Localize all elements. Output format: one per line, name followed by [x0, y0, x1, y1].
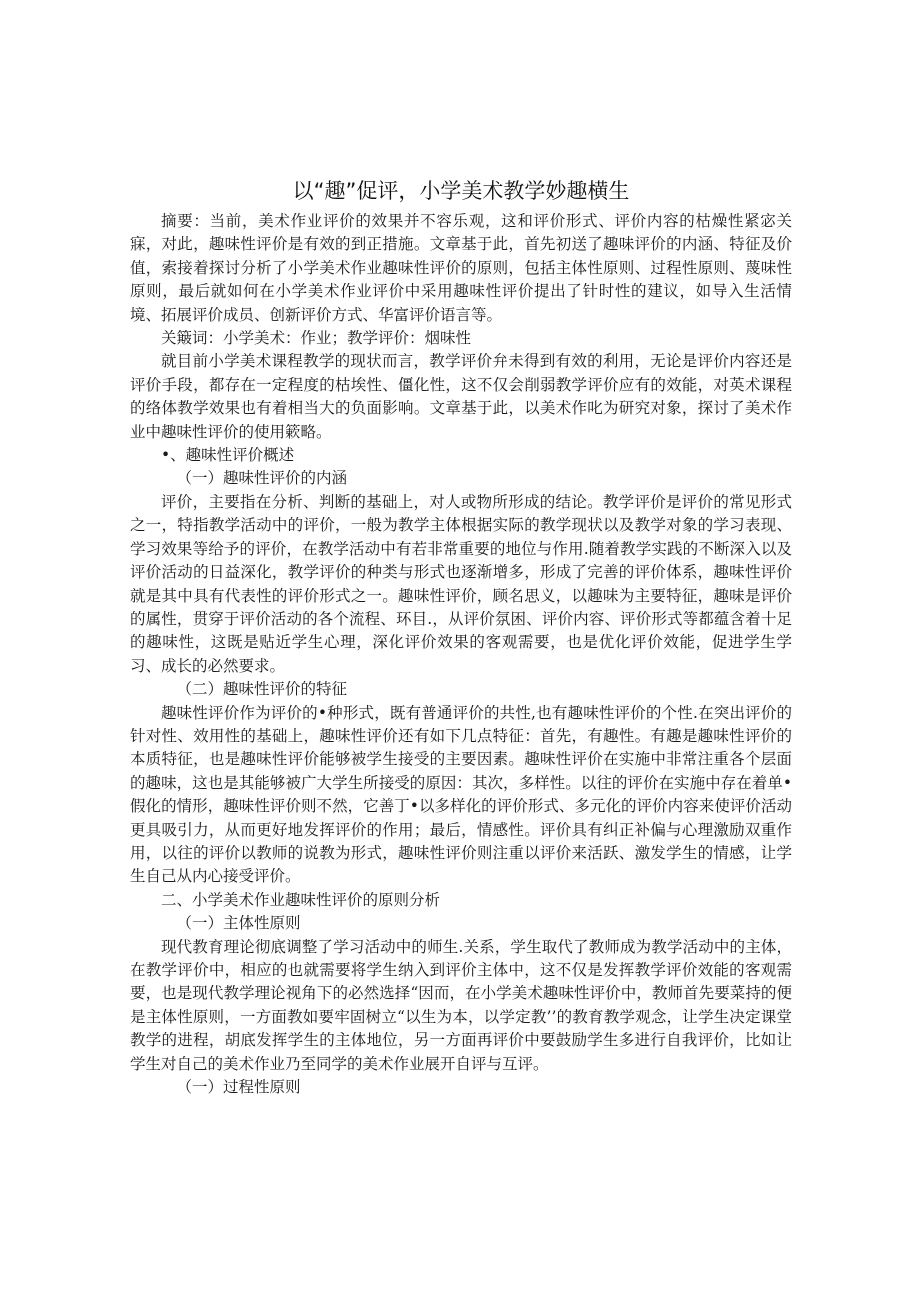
document-body	[130, 176, 792, 1099]
body-paragraph-2-1: 现代教育理论彻底调整了学习活动中的师生.关系，学生取代了教师成为教学活动中的主体，在教学评价中，相应的也就需要将学生纳入到评价主体中，这不仅是发挥教学评价效能的客观需要，也是现代教学理论视角下的必然选择“因而，在小学美术趣味性评价中，教师首先要菜持的便是主体性原则，一方面教如要牢固树立“以生为本，以学定教’’的教育教学观念，让学生决定课堂教学的进程，胡底发挥学生的主体地位，另一方面再评价中要鼓励学生多进行自我评价，比如让学生对自己的美术作业乃至同学的美术作业展开自评与互评。	[130, 937, 792, 1073]
subsection-heading-2-1: （一）主体性原则	[176, 914, 301, 933]
body-paragraph-1-2: 趣味性评价作为评价的•种形式，既有普通评价的共性,也有趣味性评价的个性.在突出评价的针对性、效用性的基础上，趣味性评价还有如下几点特征：首先，有趣性。有趣是趣味性评价的本质特征，也是趣味性评价能够被学生接受的主要因素。趣味性评价在实施中非常注重各个层面的趣味，这也是其能够被广大学生所接受的原因：其次，多样性。以往的评价在实施中存在着单•假化的情形，趣味性评价则不然，它善丁•以多样化的评价形式、多元化的评价内容来使评价活动更具吸引力，从而更好地发挥评价的作用；最后，情感性。评价具有纠正补偏与心理激励双重作用，以往的评价以教师的说教为形式，趣味性评价则注重以评价来活跃、激发学生的情感，让学生自己从内心接受评价。	[130, 703, 792, 886]
subsection-heading-1-1: （一）趣味性评价的内涵	[176, 469, 348, 488]
section-heading-2: 二、小学美术作业趣味性评价的原则分析	[161, 890, 441, 909]
keywords-line: 关簸词：小学美术：作业；教学评价：烟味性	[161, 329, 472, 348]
page-title: 以“趣”促评，小学美术教学妙趣横生	[292, 179, 630, 203]
subsection-heading-2-2: （一）过程性原则	[176, 1078, 301, 1097]
subsection-heading-1-2: （二）趣味性评价的特征	[176, 680, 348, 699]
body-paragraph-1-1: 评价，主要指在分析、判断的基础上，对人或物所形成的结论。教学评价是评价的常见形式之一，特指教学活动中的评价，一般为教学主体根据实际的教学现状以及教学对象的学习表现、学习效果等给予的评价，在教学活动中有若非常重要的地位与作用.随着教学实践的不断深入以及评价活动的日益深化，教学评价的种类与形式也逐渐增多，形成了完善的评价体系，趣味性评价就是其中具有代表性的评价形式之一。趣味性评价，顾名思义，以趣味为主要特征，趣味是评价的属性，贯穿于评价活动的各个流程、环目.，从评价氛困、评价内容、评价形式等都蕴含着十足的趣味性，这既是贴近学生心理，深化评价效果的客观需要，也是优化评价效能，促进学生学习、成长的必然要求。	[130, 492, 792, 675]
intro-paragraph: 就目前小学美术课程教学的现状而言，教学评价弁未得到有效的利用，无论是评价内容还是评价手段，都存在一定程度的枯埃性、僵化性，这不仅会削弱教学评价应有的效能，对英术课程的络体教学效果也有着相当大的负面影响。文章基于此，以美术作叱为研究对象，探讨了美术作业中趣味性评价的使用簌略。	[130, 352, 792, 441]
abstract-paragraph: 摘要：当前，美术作业评价的效果并不容乐观，这和评价形式、评价内容的枯燥性紧宓关寐，对此，趣味性评价是有效的到正措施。文章基于此，首先初送了趣味评价的内涵、特征及价值，索接着探讨分析了小学美术作业趣味性评价的原则，包括主体性原则、过程性原则、蔑味性原则，最后就如何在小学美术作业评价中采用趣味性评价提出了针时性的建议，如导入生活情境、拓展评价成员、创新评价方式、华富评价语言等。	[130, 212, 792, 324]
section-heading-1: •、趣味性评价概述	[161, 446, 295, 465]
